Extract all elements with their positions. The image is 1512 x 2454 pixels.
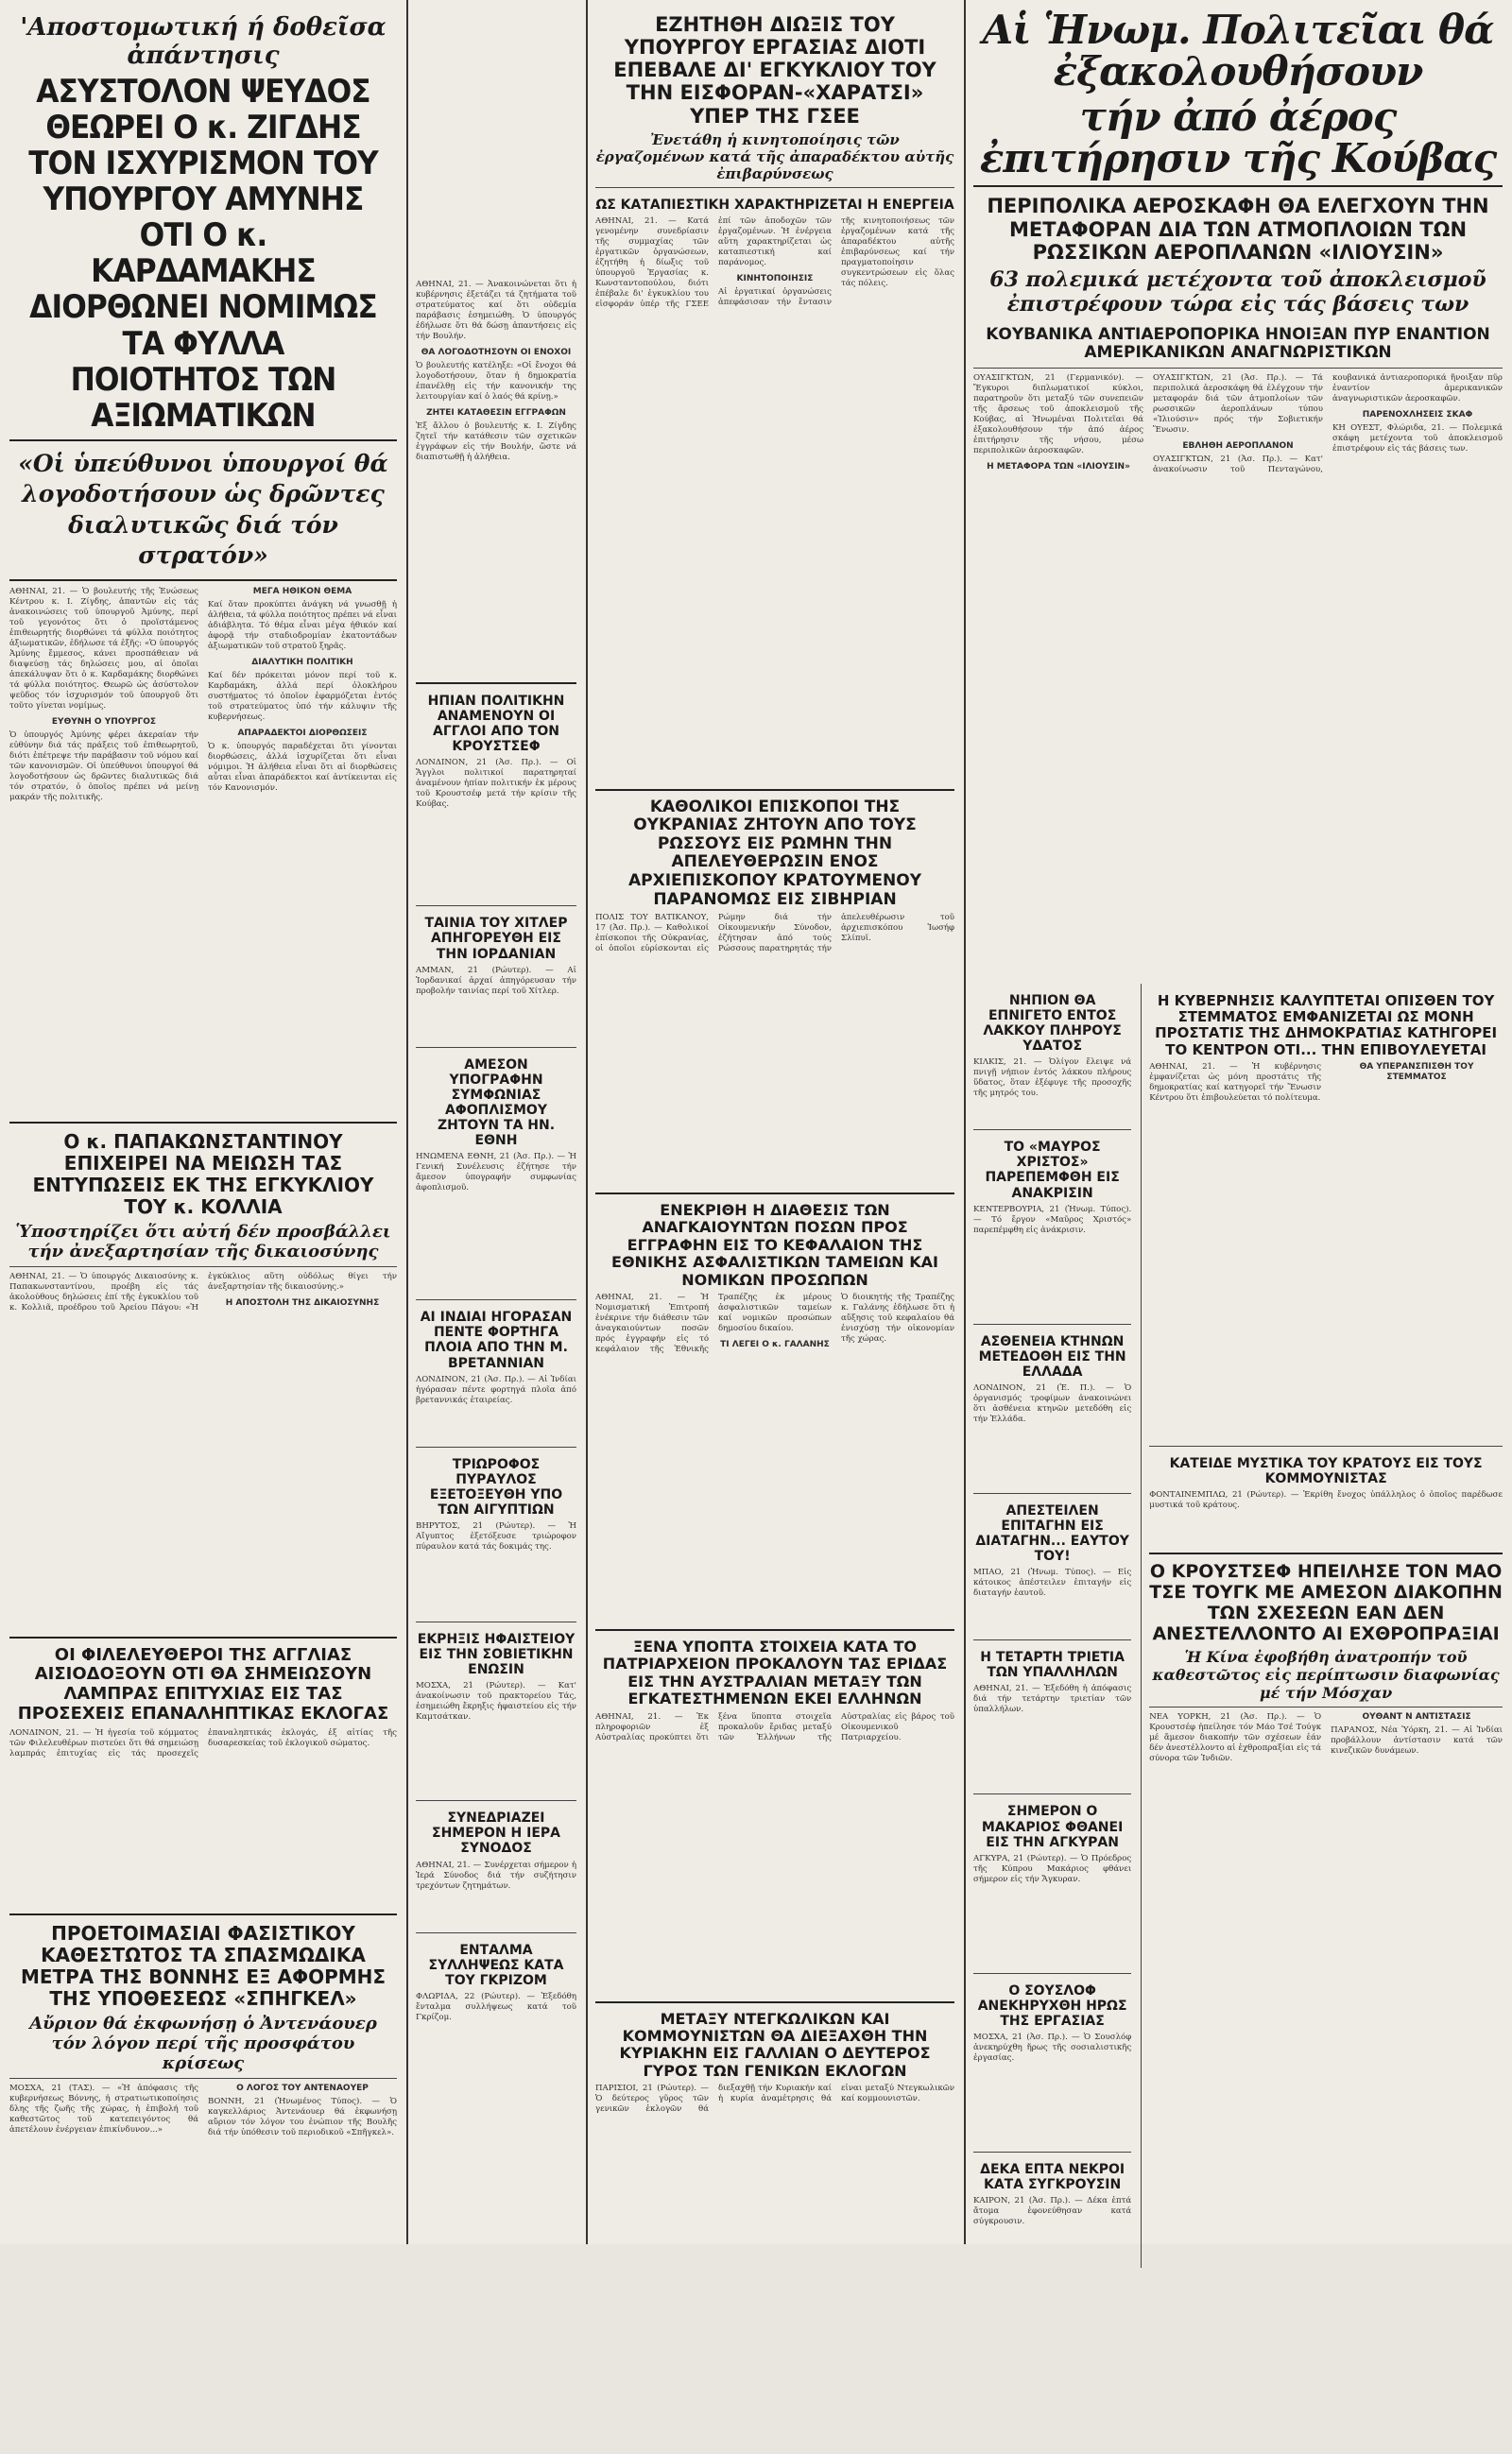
headline: ΚΑΘΟΛΙΚΟΙ ΕΠΙΣΚΟΠΟΙ ΤΗΣ ΟΥΚΡΑΝΙΑΣ ΖΗΤΟΥΝ ΑΠΟ ΤΟΥΣ ΡΩΣΣΟΥΣ ΕΙΣ ΡΩΜΗΝ ΤΗΝ ΑΠΕΛΕΥΘΕΡΩΣΙΝ ΕΝΟΣ ΑΡΧΙΕΠΙΣΚΟΠΟΥ ΚΡΑΤΟΥΜΕΝΟΥ ΠΑΡΑΝΟΜΩΣ ΕΙΣ ΣΙΒΗΡΙΑΝ: [627, 797, 922, 909]
divider: [9, 2078, 397, 2079]
paragraph: ΑΘΗΝΑΙ, 21. — Ἡ κυβέρνησις ἐμφανίζεται ὡς μόνη προστάτις τῆς δημοκρατίας καί κατηγορεῖ τήν Ἕνωσιν Κέντρου ὅτι ἐπιβουλεύεται τό πολίτευμα.: [1149, 1061, 1322, 1103]
divider: [9, 439, 397, 441]
article-body: ΑΜΜΑΝ, 21 (Ρώυτερ). — Αἱ Ἰορδανικαί ἀρχαί ἀπηγόρευσαν τήν προβολήν ταινίας περί τοῦ Χίτλερ.: [416, 965, 576, 996]
paragraph: ΟΥΑΣΙΓΚΤΩΝ, 21 (Γερμανικόν). — Ἔγκυροι διπλωματικοί κύκλοι, παρατηροῦν ὅτι μεταξύ τῶν συνεπειῶν τῆς ἄρσεως τοῦ ἀποκλεισμοῦ τῆς Κούβας, αἱ Ἡνωμέναι Πολιτεῖαι θά ἐξακολουθήσουν τήν ἀπό ἀέρος ἐπιτήρησιν τῆς νήσου, μέσω περιπολικῶν ἀεροσκαφῶν.: [973, 372, 1143, 455]
divider: [9, 1122, 397, 1124]
headline: ΜΕΤΑΞΥ ΝΤΕΓΚΩΛΙΚΩΝ ΚΑΙ ΚΟΜΜΟΥΝΙΣΤΩΝ ΘΑ ΔΙΕΞΑΧΘΗ ΤΗΝ ΚΥΡΙΑΚΗΝ ΕΙΣ ΓΑΛΛΙΑΝ Ο ΔΕΥΤΕΡΟΣ ΓΥΡΟΣ ΤΩΝ ΓΕΝΙΚΩΝ ΕΚΛΟΓΩΝ: [619, 2009, 931, 2080]
headline: ΣΗΜΕΡΟΝ Ο ΜΑΚΑΡΙΟΣ ΦΘΑΝΕΙ ΕΙΣ ΤΗΝ ΑΓΚΥΡΑΝ: [981, 1804, 1124, 1850]
headline: Ο ΚΡΟΥΣΤΣΕΦ ΗΠΕΙΛΗΣΕ ΤΟΝ ΜΑΟ ΤΣΕ ΤΟΥΓΚ ΜΕ ΑΜΕΣΟΝ ΔΙΑΚΟΠΗΝ ΤΩΝ ΣΧΕΣΕΩΝ ΕΑΝ ΔΕΝ ΑΝΕΣΤΕΛΛΟΝΤΟ ΑΙ ΕΧΘΡΟΠΡΑΞΙΑΙ: [1149, 1561, 1503, 1644]
divider: [416, 1800, 576, 1801]
article-body: ΚΙΛΚΙΣ, 21. — Ὀλίγον ἔλειψε νά πνιγῇ νήπιον ἐντός λάκκου πλήρους ὕδατος, ὅταν ἐξέφυγε τῆς προσοχῆς τῆς μητρός του.: [973, 1057, 1132, 1099]
right-articles: [1141, 984, 1503, 2268]
banner-headline: τήν ἀπό ἀέρος ἐπιτήρησιν τῆς Κούβας: [979, 94, 1497, 182]
divider: [416, 1447, 576, 1448]
headline: ΑΣΘΕΝΕΙΑ ΚΤΗΝΩΝ ΜΕΤΕΔΟΘΗ ΕΙΣ ΤΗΝ ΕΛΛΑΔΑ: [978, 1333, 1126, 1380]
divider: [973, 1493, 1131, 1494]
divider: [416, 1932, 576, 1933]
divider: [973, 2152, 1131, 2153]
headline: ΞΕΝΑ ΥΠΟΠΤΑ ΣΤΟΙΧΕΙΑ ΚΑΤΑ ΤΟ ΠΑΤΡΙΑΡΧΕΙΟΝ ΠΡΟΚΑΛΟΥΝ ΤΑΣ ΕΡΙΔΑΣ ΕΙΣ ΤΗΝ ΑΥΣΤΡΑΛΙΑΝ ΜΕΤΑΞΥ ΤΩΝ ΕΓΚΑΤΕΣΤΗΜΕΝΩΝ ΕΚΕΙ ΕΛΛΗΝΩΝ: [602, 1638, 948, 1708]
divider: [9, 1637, 397, 1639]
divider: [416, 1047, 576, 1048]
paragraph: ΟΥΑΣΙΓΚΤΩΝ, 21 (Ἀσ. Πρ.). — Κατ' ἀνακοίνωσιν τοῦ Πενταγώνου, κουβανικά ἀντιαεροπορικά ἤνοιξαν πῦρ ἐναντίον ἀμερικανικῶν ἀναγνωριστικῶν ἀεροσκαφῶν.: [1153, 372, 1503, 474]
subhead: Η ΑΠΟΣΤΟΛΗ ΤΗΣ ΔΙΚΑΙΟΣΥΝΗΣ: [225, 1297, 380, 1308]
divider: [416, 905, 576, 906]
headline: Ο κ. ΠΑΠΑΚΩΝΣΤΑΝΤΙΝΟΥ ΕΠΙΧΕΙΡΕΙ ΝΑ ΜΕΙΩΣΗ ΤΑΣ ΕΝΤΥΠΩΣΕΙΣ ΕΚ ΤΗΣ ΕΓΚΥΚΛΙΟΥ ΤΟΥ κ. ΚΟΛΛΙΑ: [32, 1129, 374, 1218]
article-body: [9, 1728, 397, 1908]
divider: [595, 1629, 954, 1631]
paragraph: ΟΥΑΣΙΓΚΤΩΝ, 21 (Ἀσ. Πρ.). — Τά περιπολικά ἀεροσκάφη θά ἐλέγχουν τήν μεταφοράν διά τῶν ἀτμοπλοίων τῶν ρωσσικῶν ἀεροπλάνων τύπου «Ἰλιούσιν» πρός τήν Σοβιετικήν Ἕνωσιν.: [1153, 372, 1323, 435]
article-body: ΛΟΝΔΙΝΟΝ, 21 (Ἀσ. Πρ.). — Οἱ Ἄγγλοι πολιτικοί παρατηρηταί ἀναμένουν ἠπίαν πολιτικήν ἐκ μέρους τοῦ Κρουστσέφ μετά τήν κρίσιν τῆς Κούβας.: [416, 758, 576, 810]
article-body: [9, 587, 397, 1116]
divider: [9, 579, 397, 581]
article-body: ΑΘΗΝΑΙ, 21. — Ἐκ πληροφοριῶν ἐξ Αὐστραλίας προκύπτει ὅτι ξένα ὕποπτα στοιχεῖα προκαλοῦν ἔριδας μεταξύ τῶν Ἑλλήνων τῆς Αὐστραλίας εἰς βάρος τοῦ Οἰκουμενικοῦ Πατριαρχείου.: [595, 1711, 954, 1742]
headline: ΚΑΤΕΙΔΕ ΜΥΣΤΙΚΑ ΤΟΥ ΚΡΑΤΟΥΣ ΕΙΣ ΤΟΥΣ ΚΟΜΜΟΥΝΙΣΤΑΣ: [1169, 1455, 1483, 1486]
headline: ΑΙ ΙΝΔΙΑΙ ΗΓΟΡΑΣΑΝ ΠΕΝΤΕ ΦΟΡΤΗΓΑ ΠΛΟΙΑ ΑΠΟ ΤΗΝ Μ. ΒΡΕΤΑΝΝΙΑΝ: [420, 1310, 573, 1371]
banner-headline: Αἱ Ἡνωμ. Πολιτεῖαι θά ἐξακολουθήσουν: [982, 7, 1494, 95]
divider: [1149, 1707, 1503, 1708]
article-body: ΑΓΚΥΡΑ, 21 (Ρώυτερ). — Ὁ Πρόεδρος τῆς Κύπρου Μακάριος φθάνει σήμερον εἰς τήν Ἄγκυραν.: [973, 1853, 1132, 1884]
subheadline: ΩΣ ΚΑΤΑΠΙΕΣΤΙΚΗ ΧΑΡΑΚΤΗΡΙΖΕΤΑΙ Η ΕΝΕΡΓΕΙΑ: [595, 197, 954, 213]
article-body: [9, 1272, 397, 1631]
subhead: ΔΙΑΛΥΤΙΚΗ ΠΟΛΙΤΙΚΗ: [251, 657, 353, 667]
headline: Ο ΣΟΥΣΛΟΦ ΑΝΕΚΗΡΥΧΘΗ ΗΡΩΣ ΤΗΣ ΕΡΓΑΣΙΑΣ: [977, 1982, 1127, 2029]
kicker: 'Αποστομωτική ή δοθεῖσα ἀπάντησις: [20, 13, 387, 70]
subhead: ΘΑ ΥΠΕΡΑΝΣΠΙΣΘΗ ΤΟΥ ΣΤΕΜΜΑΤΟΣ: [1359, 1061, 1474, 1082]
subheadline: ΚΟΥΒΑΝΙΚΑ ΑΝΤΙΑΕΡΟΠΟΡΙΚΑ ΗΝΟΙΞΑΝ ΠΥΡ ΕΝΑΝΤΙΟΝ ΑΜΕΡΙΚΑΝΙΚΩΝ ΑΝΑΓΝΩΡΙΣΤΙΚΩΝ: [986, 324, 1490, 363]
lead-quote: «Οἱ ὑπεύθυνοι ὑπουργοί θά λογοδοτήσουν ὡς δρῶντες διαλυτικῶς διά τόν στρατόν»: [18, 449, 388, 570]
divider: [973, 185, 1503, 187]
paragraph: ΜΟΣΧΑ, 21 (ΤΑΣ). — «Ἡ ἀπόφασις τῆς κυβερνήσεως Βόννης, ἡ στρατιωτικοποίησις δλης τῆς ζωῆς τῆς χώρας, ἡ ἐπιβολή τοῦ καθεστῶτος τοῦ κατεπειγόντος θά ἀπετέλουν ἐνέργειαν ἐπικίνδυνον...»: [9, 2083, 198, 2135]
paragraph: ΝΕΑ ΥΟΡΚΗ, 21 (Ἀσ. Πρ.). — Ὁ Κρουστσέφ ἠπείλησε τόν Μάο Τσέ Τούγκ μέ ἄμεσον διακοπήν τῶν σχέσεων ἐάν δέν ἀνεστέλλοντο αἱ ἐχθροπραξίαι εἰς τά σύνορα τῶν Ἰνδιῶν.: [1149, 1712, 1322, 1764]
headline: ΤΡΙΩΡΟΦΟΣ ΠΥΡΑΥΛΟΣ ΕΞΕΤΟΞΕΥΘΗ ΥΠΟ ΤΩΝ ΑΙΓΥΠΤΙΩΝ: [429, 1456, 563, 1518]
article-body: ΜΠΑΟ, 21 (Ἡνωμ. Τύπος). — Εἷς κάτοικος ἀπέστειλεν ἐπιταγήν εἰς διαταγήν ἑαυτοῦ.: [973, 1568, 1132, 1599]
subheadline: Αὔριον θά ἐκφωνήσῃ ὁ Ἀντενάουερ τόν λόγον περί τῆς προσφάτου κρίσεως: [29, 2013, 377, 2073]
paragraph: Αἱ ἐργατικαί ὀργανώσεις ἀπεφάσισαν τήν ἔντασιν τῆς κινητοποιήσεως τῶν ἐργαζομένων κατά τῆς ἀπαραδέκτου αὐτῆς ἐπιβαρύνσεως καί τήν πραγματοποίησιν συγκεντρώσεων εἰς ὅλας τάς πόλεις.: [718, 215, 954, 307]
paragraph: ΛΟΝΔΙΝΟΝ, 21. — Ἡ ἡγεσία τοῦ κόμματος τῶν Φιλελευθέρων πιστεύει ὅτι θά σημειώσῃ λαμπράς ἐπιτυχίας εἰς τάς προσεχεῖς ἐπαναληπτικάς ἐκλογάς, ἐξ αἰτίας τῆς δυσαρεσκείας τοῦ ἐκλογικοῦ σώματος.: [9, 1727, 397, 1759]
headline: ΤΑΙΝΙΑ ΤΟΥ ΧΙΤΛΕΡ ΑΠΗΓΟΡΕΥΘΗ ΕΙΣ ΤΗΝ ΙΟΡΔΑΝΙΑΝ: [424, 916, 568, 962]
lead-headline: ΑΣΥΣΤΟΛΟΝ ΨΕΥΔΟΣ ΘΕΩΡΕΙ Ο κ. ΖΙΓΔΗΣ ΤΟΝ ΙΣΧΥΡΙΣΜΟΝ ΤΟΥ ΥΠΟΥΡΓΟΥ ΑΜΥΝΗΣ ΟΤΙ Ο κ. ΚΑΡΔΑΜΑΚΗΣ ΔΙΟΡΘΩΝΕΙ ΝΟΜΙΜΩΣ ΤΑ ΦΥΛΛΑ ΠΟΙΟΤΗΤΟΣ ΤΩΝ ΑΞΙΩΜΑΤΙΚΩΝ: [28, 73, 378, 435]
article-body: ΠΟΛΙΣ ΤΟΥ ΒΑΤΙΚΑΝΟΥ, 17 (Ἀσ. Πρ.). — Καθολικοί ἐπίσκοποι τῆς Οὐκρανίας, οἱ ὁποῖοι εὑρίσκονται εἰς Ρώμην διά τήν Οἰκουμενικήν Σύνοδον, ἐζήτησαν ἀπό τούς Ρώσσους παρατηρητάς τήν ἀπελευθέρωσιν τοῦ ἀρχιεπισκόπου Ἰωσήφ Σλίπυϊ.: [595, 913, 954, 954]
subheadline: Ἐνετάθη ἡ κινητοποίησις τῶν ἐργαζομένων κατά τῆς ἀπαραδέκτου αὐτῆς ἐπιβαρύνσεως: [595, 130, 954, 182]
article-body: ΜΟΣΧΑ, 21 (Ἀσ. Πρ.). — Ὁ Σουσλόφ ἀνεκηρύχθη ἥρως τῆς σοσιαλιστικῆς ἐργασίας.: [973, 2033, 1132, 2064]
paragraph: ΠΑΡΑΝΟΣ, Νέα Ὑόρκη, 21. — Αἱ Ἰνδίαι προβάλλουν ἀντίστασιν κατά τῶν κινεζικῶν δυνάμεων.: [1331, 1725, 1503, 1757]
subhead: ΜΕΓΑ ΗΘΙΚΟΝ ΘΕΜΑ: [252, 586, 352, 596]
column-right: [964, 0, 1512, 2274]
subhead: ΖΗΤΕΙ ΚΑΤΑΘΕΣΙΝ ΕΓΓΡΑΦΩΝ: [426, 408, 566, 418]
column-left-center: [406, 0, 586, 2079]
paragraph: ΑΘΗΝΑΙ, 21. — Ὁ βουλευτής τῆς Ἑνώσεως Κέντρου κ. Ι. Ζίγδης, ἀπαντῶν εἰς τάς ἀνακοινώσεις τοῦ ὑπουργοῦ Ἀμύνης, περί τοῦ γεγονότος ὅτι ὁ προϊστάμενος ἐπιθεωρητής διορθώνει τά φύλλα ποιότητος ἀξιωματικῶν, ἐδήλωσε τά ἑξῆς: «Ὁ ὑπουργός Ἀμύνης ἔμμεσος, κάνει προσπάθειαν νά διαψεύσῃ τάς δηλώσεις μου, αἱ ὁποῖαι ἀπεκάλυψαν ὅτι ὁ κ. Καρδαμάκης διορθώνει τά φύλλα ποιότητος. Θεωρῶ ὡς ἀσύστολον ψεῦδος τόν ἰσχυρισμόν τοῦ ὑπουργοῦ ὅτι τοῦτο γίνεται νομίμως.: [9, 586, 198, 711]
headline: ΠΕΡΙΠΟΛΙΚΑ ΑΕΡΟΣΚΑΦΗ ΘΑ ΕΛΕΓΧΟΥΝ ΤΗΝ ΜΕΤΑΦΟΡΑΝ ΔΙΑ ΤΩΝ ΑΤΜΟΠΛΟΙΩΝ ΤΩΝ ΡΩΣΣΙΚΩΝ ΑΕΡΟΠΛΑΝΩΝ «ΙΛΙΟΥΣΙΝ»: [987, 195, 1489, 264]
article-body: ΗΝΩΜΕΝΑ ΕΘΝΗ, 21 (Ἀσ. Πρ.). — Ἡ Γενική Συνέλευσις ἐζήτησε τήν ἄμεσον ὑπογραφήν συμφωνίας ἀφοπλισμοῦ.: [416, 1152, 576, 1193]
divider: [973, 1793, 1131, 1794]
column-left: [0, 0, 406, 2454]
divider: [1149, 1553, 1503, 1554]
divider: [595, 1193, 954, 1194]
article-body: [595, 1293, 954, 1623]
paragraph: ΒΟΝΝΗ, 21 (Ἡνωμένος Τύπος). — Ὁ καγκελλάριος Ἀντενάουερ θά ἐκφωνήσῃ αὔριον τόν λόγον του ἐνώπιον τῆς Βουλῆς διά τήν ὑπόθεσιν τοῦ περιοδικοῦ «Σπῆγκελ».: [208, 2096, 397, 2137]
subhead: ΤΙ ΛΕΓΕΙ Ο κ. ΓΑΛΑΝΗΣ: [720, 1340, 830, 1350]
headline: ΝΗΠΙΟΝ ΘΑ ΕΠΝΙΓΕΤΟ ΕΝΤΟΣ ΛΑΚΚΟΥ ΠΛΗΡΟΥΣ ΥΔΑΤΟΣ: [983, 992, 1122, 1055]
article-body: ΑΘΗΝΑΙ, 21. — Συνέρχεται σήμερον ἡ Ἱερά Σύνοδος διά τήν συζήτησιν τρεχόντων ζητημάτων.: [416, 1860, 576, 1891]
article-body: ΦΟΝΤΑΙΝΕΜΠΛΩ, 21 (Ρώυτερ). — Ἐκρίθη ἔνοχος ὑπάλληλος ὁ ὁποῖος παρέδωσε μυστικά τοῦ κράτους.: [1149, 1490, 1503, 1511]
divider: [595, 789, 954, 791]
article-body: ΚΑΙΡΟΝ, 21 (Ἀσ. Πρ.). — Δέκα ἑπτά ἄτομα ἐφονεύθησαν κατά σύγκρουσιν.: [973, 2196, 1132, 2227]
paragraph: ΑΘΗΝΑΙ, 21. — Ὁ ὑπουργός Δικαιοσύνης κ. Παπακωνσταντίνου, προέβη εἰς τάς ἀκολούθους δηλώσεις ἐπί τῆς ἐγκυκλίου τοῦ κ. Κολλιᾶ, προέδρου τοῦ Ἀρείου Πάγου: «Ἡ ἐγκύκλιος αὕτη οὐδόλως θίγει τήν ἀνεξαρτησίαν τῆς δικαιοσύνης.»: [9, 1271, 397, 1313]
article-body: [973, 373, 1503, 978]
subhead: ΠΑΡΕΝΟΧΛΗΣΕΙΣ ΣΚΑΦ: [1362, 409, 1473, 420]
divider: [973, 368, 1503, 369]
headline: Η ΚΥΒΕΡΝΗΣΙΣ ΚΑΛΥΠΤΕΤΑΙ ΟΠΙΣΘΕΝ ΤΟΥ ΣΤΕΜΜΑΤΟΣ ΕΜΦΑΝΙΖΕΤΑΙ ΩΣ ΜΟΝΗ ΠΡΟΣΤΑΤΙΣ ΤΗΣ ΔΗΜΟΚΡΑΤΙΑΣ ΚΑΤΗΓΟΡΕΙ ΤΟ ΚΕΝΤΡΟΝ ΟΤΙ... ΤΗΝ ΕΠΙΒΟΥΛΕΥΕΤΑΙ: [1155, 991, 1498, 1058]
paragraph: ΑΘΗΝΑΙ, 21. — Ἡ Νομισματική Ἐπιτροπή ἐνέκρινε τήν διάθεσιν τῶν ἀναγκαιούντων ποσῶν πρός ἐγγραφήν εἰς τό κεφάλαιον τῆς Ἐθνικῆς Τραπέζης ἐκ μέρους ἀσφαλιστικῶν ταμείων καί νομικῶν προσώπων δημοσίου δικαίου.: [595, 1293, 832, 1355]
headline: ΕΚΡΗΞΙΣ ΗΦΑΙΣΤΕΙΟΥ ΕΙΣ ΤΗΝ ΣΟΒΙΕΤΙΚΗΝ ΕΝΩΣΙΝ: [417, 1631, 576, 1678]
headline: ΕΝΤΑΛΜΑ ΣΥΛΛΗΨΕΩΣ ΚΑΤΑ ΤΟΥ ΓΚΡΙΖΟΜ: [428, 1942, 564, 1988]
subhead: ΟΥΘΑΝΤ Ν ΑΝΤΙΣΤΑΣΙΣ: [1362, 1712, 1471, 1723]
divider: [973, 1639, 1131, 1640]
article-body: [1149, 1712, 1503, 1977]
article-body: [1149, 1062, 1503, 1440]
paragraph: ΑΘΗΝΑΙ, 21. — Ἀνακοινώνεται ὅτι ἡ κυβέρνησις ἐξετάζει τά ζητήματα τοῦ στρατεύματος καί ὅτι οὐδεμία παράβασις ἐσημειώθη. Ὁ ὑπουργός ἐδήλωσε ὅτι θά δώσῃ ἀπαντήσεις εἰς τήν Βουλήν.: [416, 280, 576, 341]
article-body: ΠΑΡΙΣΙΟΙ, 21 (Ρώυτερ). — Ὁ δεύτερος γῦρος τῶν γενικῶν ἐκλογῶν θά διεξαχθῇ τήν Κυριακήν καί ἡ κυρία ἀναμέτρησις θά εἶναι μεταξύ Ντεγκωλικῶν καί κομμουνιστῶν.: [595, 2084, 954, 2115]
subheadline: Ἡ Κίνα ἐφοβήθη ἀνατροπήν τοῦ καθεστῶτος εἰς περίπτωσιν διαφωνίας μέ τήν Μόσχαν: [1152, 1648, 1500, 1703]
paragraph: Ὁ διοικητής τῆς Τραπέζης κ. Γαλάνης ἐδήλωσε ὅτι ἡ αὔξησις τοῦ κεφαλαίου θά ἐνισχύσῃ τήν οἰκονομίαν τῆς χώρας.: [841, 1293, 954, 1345]
paragraph: Ὁ κ. ὑπουργός παραδέχεται ὅτι γίνονται διορθώσεις, ἀλλά ἰσχυρίζεται ὅτι εἶναι νόμιμοι. Ἡ ἀλήθεια εἶναι ὅτι αἱ διορθώσεις αὗται εἶναι ἀπαράδεκτοι καί ἀντίκεινται εἰς τόν Κανονισμόν.: [208, 741, 397, 793]
headline: ΤΟ «ΜΑΥΡΟΣ ΧΡΙΣΤΟΣ» ΠΑΡΕΠΕΜΦΘΗ ΕΙΣ ΑΝΑΚΡΙΣΙΝ: [985, 1140, 1120, 1201]
article-body: ΚΕΝΤΕΡΒΟΥΡΙΑ, 21 (Ἡνωμ. Τύπος). — Τό ἔργον «Μαῦρος Χριστός» παρεπέμφθη εἰς ἀνάκρισιν.: [973, 1204, 1132, 1235]
subhead: ΘΑ ΛΟΓΟΔΟΤΗΣΟΥΝ ΟΙ ΕΝΟΧΟΙ: [421, 348, 572, 357]
article-body: ΦΛΩΡΙΔΑ, 22 (Ρώυτερ). — Ἐξεδόθη ἔνταλμα συλλήψεως κατά τοῦ Γκρίζομ.: [416, 1991, 576, 2022]
subheadline: 63 πολεμικά μετέχοντα τοῦ ἀποκλεισμοῦ ἐπιστρέφουν τώρα εἰς τάς βάσεις των: [989, 266, 1486, 317]
divider: [973, 1973, 1131, 1974]
paragraph: Ὁ βουλευτής κατέληξε: «Οἱ ἔνοχοι θά λογοδοτήσουν, ὅταν ἡ δημοκρατία ἐπανέλθῃ εἰς τήν κανονικήν της λειτουργίαν καί ὁ λαός θά κρίνῃ.»: [416, 361, 576, 402]
divider: [416, 682, 576, 684]
subhead: ΚΙΝΗΤΟΠΟΙΗΣΙΣ: [736, 273, 814, 283]
divider: [595, 187, 954, 188]
divider: [416, 1299, 576, 1300]
column-center: [586, 0, 964, 2293]
headline: ΗΠΙΑΝ ΠΟΛΙΤΙΚΗΝ ΑΝΑΜΕΝΟΥΝ ΟΙ ΑΓΓΛΟΙ ΑΠΟ ΤΟΝ ΚΡΟΥΣΤΣΕΦ: [427, 694, 565, 755]
headline: ΟΙ ΦΙΛΕΛΕΥΘΕΡΟΙ ΤΗΣ ΑΓΓΛΙΑΣ ΑΙΣΙΟΔΟΞΟΥΝ ΟΤΙ ΘΑ ΣΗΜΕΙΩΣΟΥΝ ΛΑΜΠΡΑΣ ΕΠΙΤΥΧΙΑΣ ΕΙΣ ΤΑΣ ΠΡΟΣΕΧΕΙΣ ΕΠΑΝΑΛΗΠΤΙΚΑΣ ΕΚΛΟΓΑΣ: [17, 1644, 389, 1724]
subhead: Η ΜΕΤΑΦΟΡΑ ΤΩΝ «ΙΛΙΟΥΣΙΝ»: [987, 461, 1130, 472]
headline: ΑΠΕΣΤΕΙΛΕΝ ΕΠΙΤΑΓΗΝ ΕΙΣ ΔΙΑΤΑΓΗΝ... ΕΑΥΤΟΥ ΤΟΥ!: [975, 1502, 1129, 1565]
divider: [9, 1266, 397, 1267]
article-body: ΑΘΗΝΑΙ, 21. — Ἐξεδόθη ἡ ἀπόφασις διά τήν τετάρτην τριετίαν τῶν ὑπαλλήλων.: [973, 1684, 1132, 1715]
paragraph: Ἐξ ἄλλου ὁ βουλευτής κ. Ι. Ζίγδης ζητεῖ τήν κατάθεσιν τῶν σχετικῶν ἐγγράφων εἰς τήν Βουλήν, ὥστε νά διαπιστωθῇ ἡ ἀλήθεια.: [416, 421, 576, 462]
subheadline: Ὑποστηρίζει ὅτι αὐτή δέν προσβάλλει τήν ἀνεξαρτησίαν τῆς δικαιοσύνης: [15, 1221, 391, 1261]
paragraph: Ὁ ὑπουργός Ἀμύνης φέρει ἀκεραίαν τήν εὐθύνην διά τάς πράξεις τοῦ ἐπιθεωρητοῦ, διότι ἐπέτρεψε τήν παράβασιν τοῦ νόμου καί τῶν κανονισμῶν. Οἱ ὑπεύθυνοι ὑπουργοί θά λογοδοτήσουν ὡς δρῶντες διαλυτικῶς διά τόν στρατόν, ὁ ὁποῖος πρέπει νά μείνῃ μακράν τῆς πολιτικῆς.: [9, 729, 198, 802]
headline: ΑΜΕΣΟΝ ΥΠΟΓΡΑΦΗΝ ΣΥΜΦΩΝΙΑΣ ΑΦΟΠΛΙΣΜΟΥ ΖΗΤΟΥΝ ΤΑ ΗΝ. ΕΘΝΗ: [437, 1056, 556, 1149]
subhead: Ο ΛΟΓΟΣ ΤΟΥ ΑΝΤΕΝΑΟΥΕΡ: [236, 2083, 369, 2093]
paragraph: ΑΘΗΝΑΙ, 21. — Κατά γενομένην συνεδρίασιν τῆς συμμαχίας τῶν ἐργατικῶν ὀργανώσεων, ἐζητήθη ἡ δίωξις τοῦ ὑπουργοῦ Ἐργασίας κ. Κωνσταντοπούλου, διότι ἐπέβαλε δι' ἐγκυκλίου του εἰσφοράν ὑπέρ τῆς ΓΣΕΕ ἐπί τῶν ἀποδοχῶν τῶν ἐργαζομένων. Ἡ ἐνέργεια αὕτη χαρακτηρίζεται ὡς καταπιεστική καί παράνομος.: [595, 215, 832, 309]
headline: Η ΤΕΤΑΡΤΗ ΤΡΙΕΤΙΑ ΤΩΝ ΥΠΑΛΛΗΛΩΝ: [980, 1650, 1125, 1681]
divider: [595, 2001, 954, 2003]
paragraph: Καί δέν πρόκειται μόνον περί τοῦ κ. Καρδαμάκη, ἀλλά περί ὁλοκλήρου συστήματος τό ὁποῖον ἐφαρμόζεται ἐντός τοῦ στρατεύματος ὑπό τήν κάλυψιν τῆς κυβερνήσεως.: [208, 670, 397, 722]
article-body: [416, 280, 576, 677]
article-body: ΜΟΣΧΑ, 21 (Ρώυτερ). — Κατ' ἀνακοίνωσιν τοῦ πρακτορείου Τάς, ἐσημειώθη ἔκρηξις ἡφαιστείου εἰς τήν Καμτσάτκαν.: [416, 1681, 576, 1723]
paragraph: ΚΗ ΟΥΕΣΤ, Φλώριδα, 21. — Πολεμικά σκάφη μετέχοντα τοῦ ἀποκλεισμοῦ ἐπιστρέφουν εἰς τάς βάσεις των.: [1332, 422, 1503, 454]
headline: ΣΥΝΕΔΡΙΑΖΕΙ ΣΗΜΕΡΟΝ Η ΙΕΡΑ ΣΥΝΟΔΟΣ: [432, 1810, 560, 1857]
news-grid: [973, 984, 1503, 2268]
subhead: ΕΥΘΥΝΗ Ο ΥΠΟΥΡΓΟΣ: [51, 716, 157, 727]
divider: [973, 1324, 1131, 1325]
headline: ΔΕΚΑ ΕΠΤΑ ΝΕΚΡΟΙ ΚΑΤΑ ΣΥΓΚΡΟΥΣΙΝ: [980, 2162, 1125, 2193]
article-body: [9, 2084, 397, 2443]
briefs-column: [973, 984, 1131, 2268]
paragraph: Καί ὅταν προκύπτει ἀνάγκη νά γνωσθῇ ἡ ἀλήθεια, τά φύλλα ποιότητος πρέπει νά εἶναι ἀδιάβλητα. Τό θέμα εἶναι μέγα ἠθικόν καί ἀφορᾷ τήν σταδιοδρομίαν ἑκατοντάδων ἀξιωματικῶν τοῦ στρατοῦ ξηρᾶς.: [208, 599, 397, 651]
headline: ΕΖΗΤΗΘΗ ΔΙΩΞΙΣ ΤΟΥ ΥΠΟΥΡΓΟΥ ΕΡΓΑΣΙΑΣ ΔΙΟΤΙ ΕΠΕΒΑΛΕ ΔΙ' ΕΓΚΥΚΛΙΟΥ ΤΟΥ ΤΗΝ ΕΙΣΦΟΡΑΝ-«ΧΑΡΑΤΣΙ» ΥΠΕΡ ΤΗΣ ΓΣΕΕ: [613, 13, 936, 128]
article-body: ΒΗΡΥΤΟΣ, 21 (Ρώυτερ). — Ἡ Αἴγυπτος ἐξετόξευσε τριώροφον πύραυλον κατά τάς δοκιμάς της.: [416, 1520, 576, 1552]
article-body: [595, 216, 954, 783]
subhead: ΑΠΑΡΑΔΕΚΤΟΙ ΔΙΟΡΘΩΣΕΙΣ: [237, 728, 368, 738]
headline: ΠΡΟΕΤΟΙΜΑΣΙΑΙ ΦΑΣΙΣΤΙΚΟΥ ΚΑΘΕΣΤΩΤΟΣ ΤΑ ΣΠΑΣΜΩΔΙΚΑ ΜΕΤΡΑ ΤΗΣ ΒΟΝΝΗΣ ΕΞ ΑΦΟΡΜΗΣ ΤΗΣ ΥΠΟΘΕΣΕΩΣ «ΣΠΗΓΚΕΛ»: [20, 1921, 387, 2010]
headline: ΕΝΕΚΡΙΘΗ Η ΔΙΑΘΕΣΙΣ ΤΩΝ ΑΝΑΓΚΑΙΟΥΝΤΩΝ ΠΟΣΩΝ ΠΡΟΣ ΕΓΓΡΑΦΗΝ ΕΙΣ ΤΟ ΚΕΦΑΛΑΙΟΝ ΤΗΣ ΕΘΝΙΚΗΣ ΑΣΦΑΛΙΣΤΙΚΩΝ ΤΑΜΕΙΩΝ ΚΑΙ ΝΟΜΙΚΩΝ ΠΡΟΣΩΠΩΝ: [611, 1201, 938, 1289]
divider: [9, 1913, 397, 1915]
article-body: ΛΟΝΔΙΝΟΝ, 21 (Ἐ. Π.). — Ὁ ὀργανισμός τροφίμων ἀνακοινώνει ὅτι ἀσθένεια κτηνῶν μετεδόθη εἰς τήν Ἑλλάδα.: [973, 1382, 1132, 1424]
divider: [973, 1129, 1131, 1130]
article-body: ΛΟΝΔΙΝΟΝ, 21 (Ἀσ. Πρ.). — Αἱ Ἰνδίαι ἠγόρασαν πέντε φορτηγά πλοῖα ἀπό βρεταννικάς ἑταιρείας.: [416, 1374, 576, 1405]
subhead: ΕΒΛΗΘΗ ΑΕΡΟΠΛΑΝΟΝ: [1182, 440, 1294, 451]
divider: [1149, 1446, 1503, 1447]
